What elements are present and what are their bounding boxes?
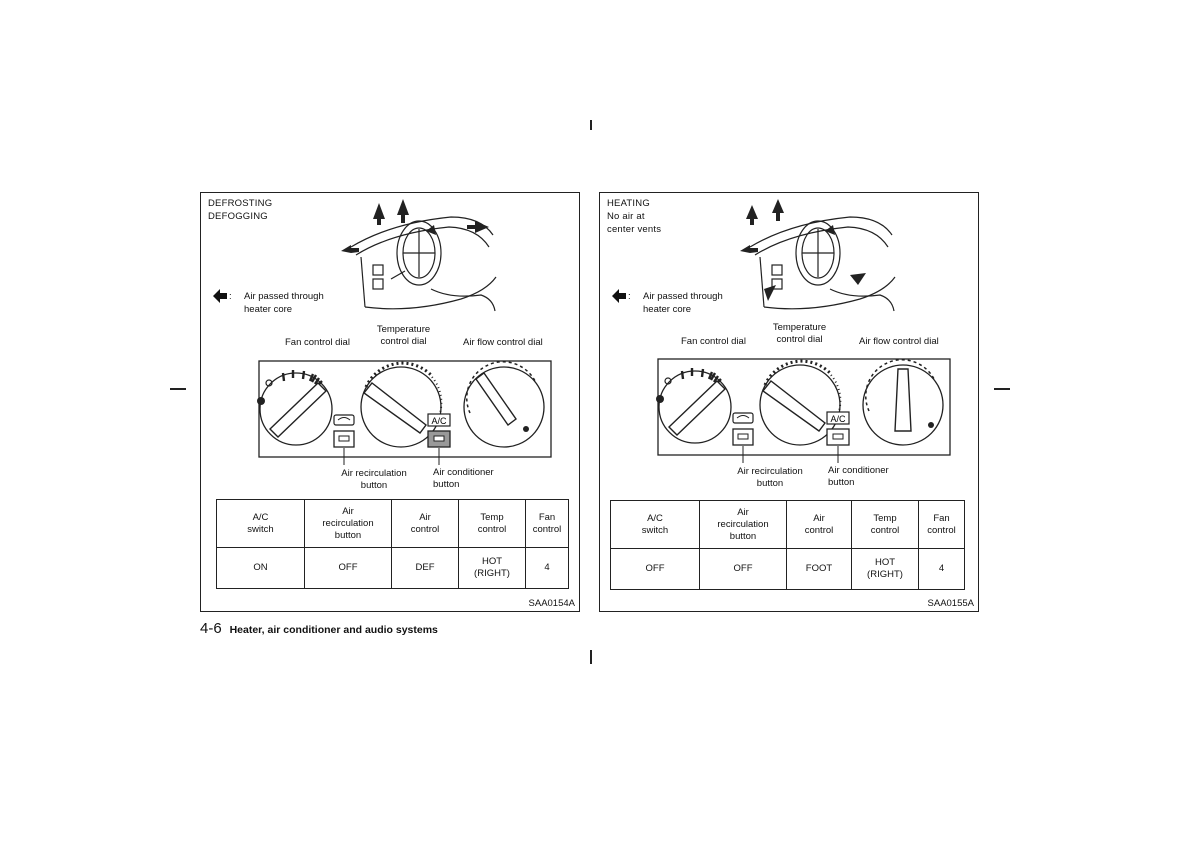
table-row: OFF OFF FOOT HOT (RIGHT) 4 [611,549,965,590]
crop-mark-bottom [590,650,592,664]
page-footer [200,620,438,637]
flow-dial-label: Air flow control dial [859,336,939,347]
recirculation-button[interactable] [733,413,753,445]
dashboard-airflow-illustration [331,195,501,325]
heater-core-arrow-icon [612,289,628,303]
fan-dial-label: Fan control dial [681,336,746,347]
section-title: Heater, air conditioner and audio systems [229,624,438,636]
table-row: ON OFF DEF HOT (RIGHT) 4 [217,548,569,589]
fan-dial-label: Fan control dial [285,337,350,348]
crop-mark-right [994,388,1010,390]
heater-core-arrow-icon [213,289,229,303]
figure-code: SAA0155A [927,598,974,609]
page-number: 4-6 [200,620,222,637]
crop-mark-top [590,120,592,130]
air-flow-control-dial [863,360,943,445]
flow-dial-label: Air flow control dial [463,337,543,348]
svg-text:A/C: A/C [830,414,846,424]
mode-title: DEFROSTING DEFOGGING [208,198,273,222]
defrosting-panel [200,192,580,612]
ac-button-label: Air conditioner button [828,465,889,488]
temperature-dial-label: Temperature control dial [376,324,431,347]
ac-button[interactable] [827,412,849,445]
ac-button[interactable] [428,414,450,447]
dashboard-airflow-illustration [730,195,900,325]
svg-text:A/C: A/C [431,416,447,426]
legend-description: : Air passed through heater core [628,291,723,315]
legend-description: : Air passed through heater core [229,291,324,315]
mode-title: HEATING No air at center vents [607,198,662,235]
crop-mark-left [170,388,186,390]
fan-control-dial [656,368,731,443]
figure-code: SAA0154A [528,598,575,609]
recirculation-button-label: Air recirculation button [737,466,803,489]
table-row: A/C switch Air recirculation button Air control Temp control Fan control [611,501,965,549]
recirculation-button-label: Air recirculation button [341,468,407,491]
ac-button-label: Air conditioner button [433,467,494,490]
heating-panel [599,192,979,612]
settings-table [216,499,569,589]
settings-table [610,500,965,590]
temperature-dial-label: Temperature control dial [772,322,827,345]
fan-control-dial [257,370,332,445]
table-row: A/C switch Air recirculation button Air control Temp control Fan control [217,500,569,548]
air-flow-control-dial [464,362,544,447]
recirculation-button[interactable] [334,415,354,447]
